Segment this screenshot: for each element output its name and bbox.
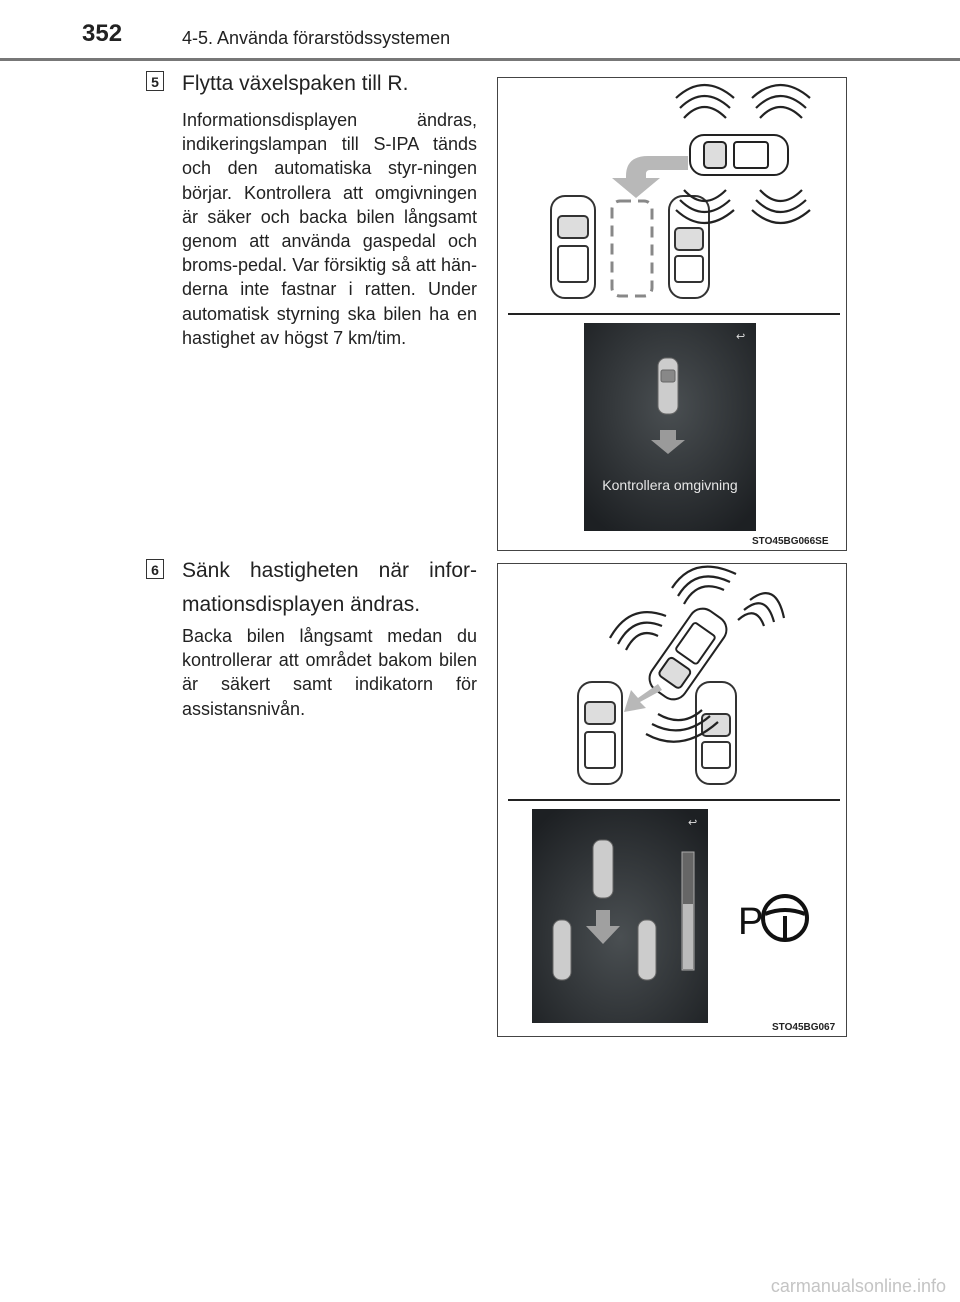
target-space [612, 201, 652, 296]
watermark-link[interactable]: carmanualsonline.info [770, 1276, 946, 1296]
park-indicator-letter: P [738, 901, 764, 943]
page-number: 352 [82, 20, 123, 47]
parking-illustration-2 [498, 564, 846, 1036]
figure-step-6 [497, 563, 847, 1037]
header-rule [0, 58, 960, 61]
step-6-heading: Sänk hastigheten när infor-mationsdisplayen ändras. [182, 559, 477, 616]
moving-car [690, 135, 788, 175]
steering-wheel-icon [763, 896, 807, 940]
section-title: 4-5. Använda förarstödssystemen [182, 28, 451, 48]
parked-car-left [551, 196, 595, 298]
parked-car-left-2 [578, 682, 622, 784]
step-5-body: Informationsdisplayen ändras, indikeringslampan till S-IPA tänds och den automatiska styr-ningen börjar. Kontrollera att omgivningen är säker och backa bilen långsamt genom att använda gaspedal och broms-pedal. Var försiktig så att hän-derna inte fastnar i ratten. Under automatisk styrning ska bilen ha en hastighet av högst 7 km/tim. [182, 110, 477, 348]
figure-step-5 [497, 77, 847, 551]
parking-illustration-1 [498, 78, 846, 550]
step-5-heading: Flytta växelspaken till R. [182, 72, 409, 95]
screen-car [658, 358, 678, 414]
return-icon-2: ↩ [688, 816, 698, 829]
figure-code-5: STO45BG066SE [752, 536, 829, 547]
step-number-6: 6 [146, 559, 164, 579]
display-screen [584, 323, 756, 531]
return-icon: ↩ [736, 330, 746, 343]
figure-code-6: STO45BG067 [772, 1022, 836, 1033]
assist-level-fill [683, 904, 693, 969]
display-message: Kontrollera omgivning [602, 477, 738, 493]
step-6-body: Backa bilen långsamt medan du kontrollerar att området bakom bilen är säkert samt indikatorn för assistansnivån. [182, 626, 477, 719]
reverse-arrow-2 [624, 684, 662, 712]
reverse-arrow [612, 156, 688, 198]
step-number-5: 5 [146, 71, 164, 91]
